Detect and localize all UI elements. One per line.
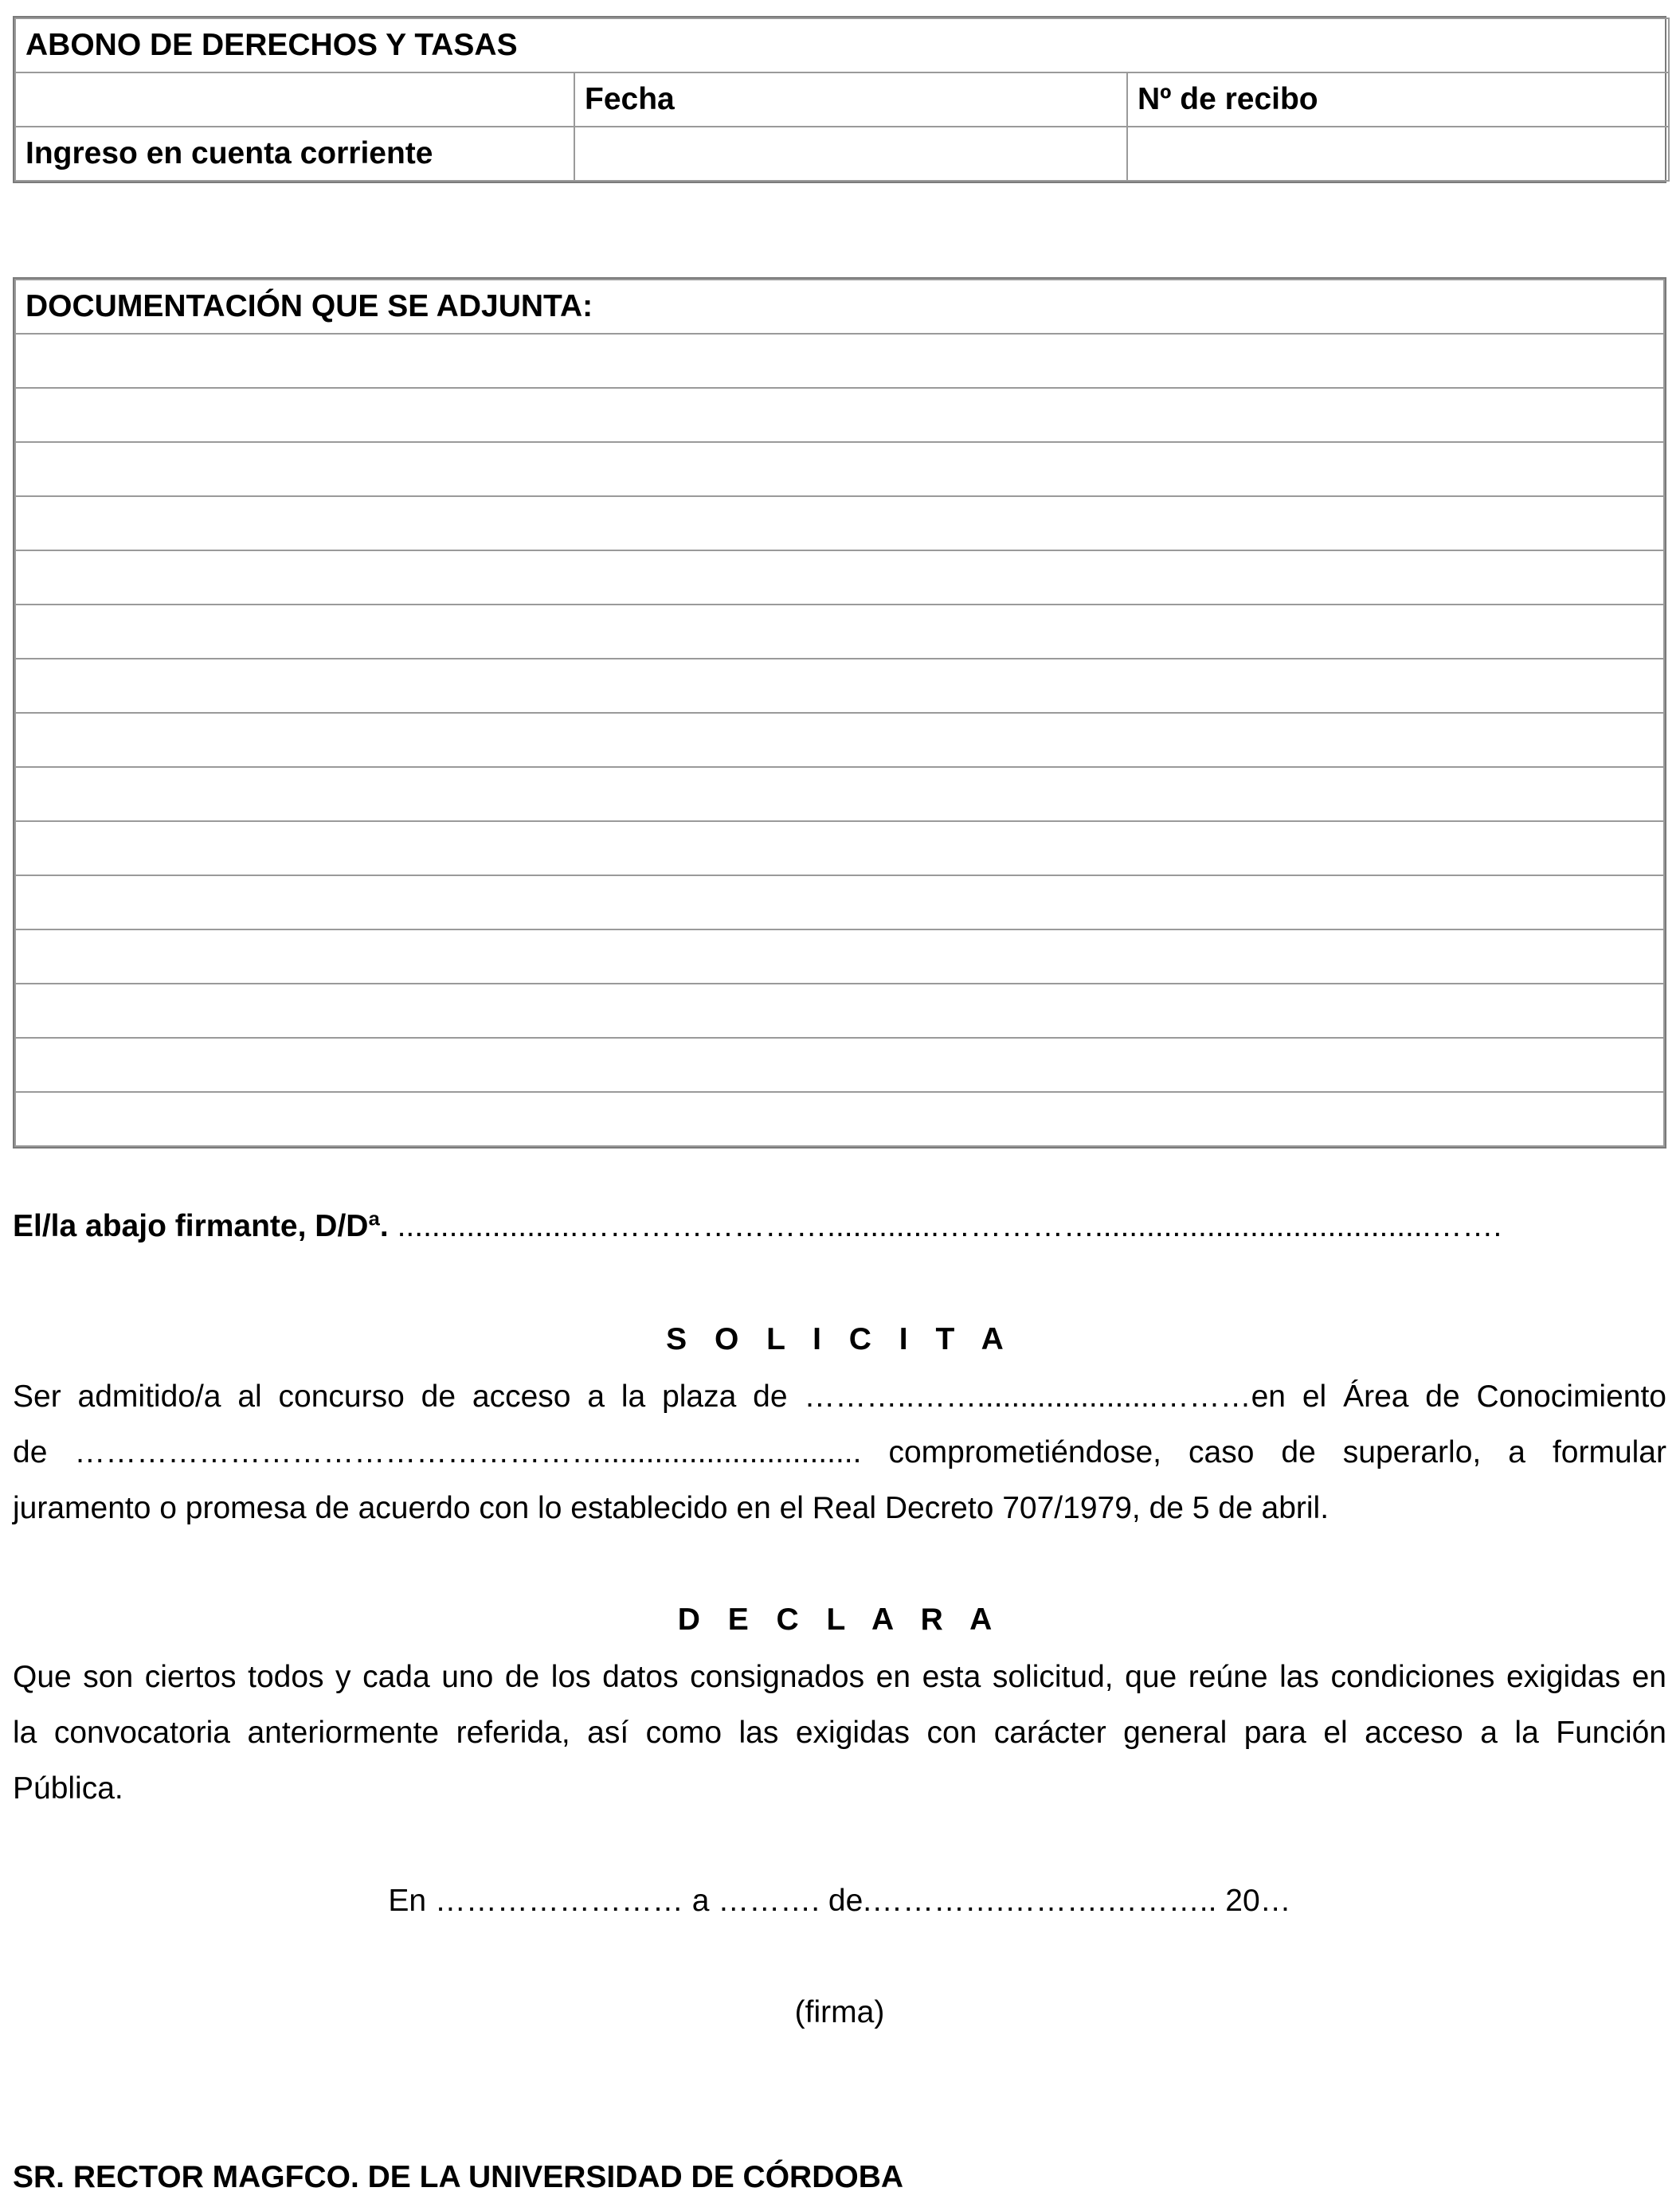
- signer-name-field[interactable]: .....................…………………….............…………….......................................…….: [397, 1209, 1502, 1243]
- docs-row: [15, 388, 1664, 442]
- docs-row-field[interactable]: [15, 550, 1664, 605]
- solicita-heading: S O L I C I T A: [666, 1322, 1013, 1356]
- docs-row: [15, 442, 1664, 496]
- docs-row: [15, 605, 1664, 659]
- docs-grid: [14, 279, 1665, 1147]
- docs-title: DOCUMENTACIÓN QUE SE ADJUNTA:: [15, 280, 1664, 334]
- docs-title-row: [15, 280, 1664, 334]
- solicita-line-2: de …………………………………………….............................. comprometiéndose, caso de superarlo, a formular: [13, 1435, 1666, 1469]
- docs-row-field[interactable]: [15, 1092, 1664, 1146]
- addressee: SR. RECTOR MAGFCO. DE LA UNIVERSIDAD DE CÓRDOBA: [13, 2160, 904, 2194]
- docs-table: [13, 277, 1666, 1149]
- docs-row-field[interactable]: [15, 605, 1664, 659]
- docs-row-field[interactable]: [15, 875, 1664, 929]
- solicita-line-3: juramento o promesa de acuerdo con lo establecido en el Real Decreto 707/1979, de 5 de abril.: [13, 1491, 1330, 1525]
- signer-label: El/la abajo firmante, D/Dª.: [13, 1209, 389, 1243]
- docs-row-field[interactable]: [15, 1038, 1664, 1092]
- fees-col-date: Fecha: [574, 72, 1127, 127]
- docs-row: [15, 334, 1664, 388]
- declara-line-3: Pública.: [13, 1771, 123, 1806]
- declara-heading: D E C L A R A: [677, 1602, 1002, 1637]
- docs-row: [15, 929, 1664, 984]
- declara-line-2: la convocatoria anteriormente referida, así como las exigidas con carácter general para el acceso a la Función: [13, 1716, 1666, 1750]
- solicita-line-1: Ser admitido/a al concurso de acceso a la plaza de ………..…….....................………en el Área de Conocimiento: [13, 1379, 1666, 1414]
- docs-row: [15, 713, 1664, 767]
- docs-row: [15, 767, 1664, 821]
- docs-row: [15, 821, 1664, 875]
- signature-label: (firma): [794, 1995, 885, 2029]
- fees-header-row: [15, 72, 1669, 127]
- signer-line: [13, 1209, 1666, 1244]
- docs-row: [15, 550, 1664, 605]
- fees-title: ABONO DE DERECHOS Y TASAS: [15, 18, 1669, 72]
- docs-row-field[interactable]: [15, 388, 1664, 442]
- docs-row: [15, 1038, 1664, 1092]
- docs-row: [15, 496, 1664, 550]
- docs-row: [15, 875, 1664, 929]
- docs-row-field[interactable]: [15, 821, 1664, 875]
- docs-row-field[interactable]: [15, 713, 1664, 767]
- fees-grid: [14, 18, 1670, 182]
- docs-row-field[interactable]: [15, 767, 1664, 821]
- fees-col-receipt: Nº de recibo: [1127, 72, 1669, 127]
- fees-header-empty: [15, 72, 574, 127]
- fees-title-row: [15, 18, 1669, 72]
- fees-receipt-field[interactable]: [1127, 127, 1669, 181]
- declara-line-1: Que son ciertos todos y cada uno de los datos consignados en esta solicitud, que reúne las condiciones exigidas en: [13, 1660, 1666, 1694]
- fees-data-row: [15, 127, 1669, 181]
- docs-row: [15, 659, 1664, 713]
- docs-row-field[interactable]: [15, 334, 1664, 388]
- fees-row-label: Ingreso en cuenta corriente: [15, 127, 574, 181]
- docs-row-field[interactable]: [15, 929, 1664, 984]
- place-date-line[interactable]: En …………………… a ………. de.………….……….……….. 20…: [388, 1884, 1291, 1918]
- docs-row-field[interactable]: [15, 442, 1664, 496]
- docs-row-field[interactable]: [15, 496, 1664, 550]
- fees-date-field[interactable]: [574, 127, 1127, 181]
- docs-row: [15, 984, 1664, 1038]
- docs-row: [15, 1092, 1664, 1146]
- docs-row-field[interactable]: [15, 659, 1664, 713]
- docs-row-field[interactable]: [15, 984, 1664, 1038]
- fees-table: [13, 16, 1666, 183]
